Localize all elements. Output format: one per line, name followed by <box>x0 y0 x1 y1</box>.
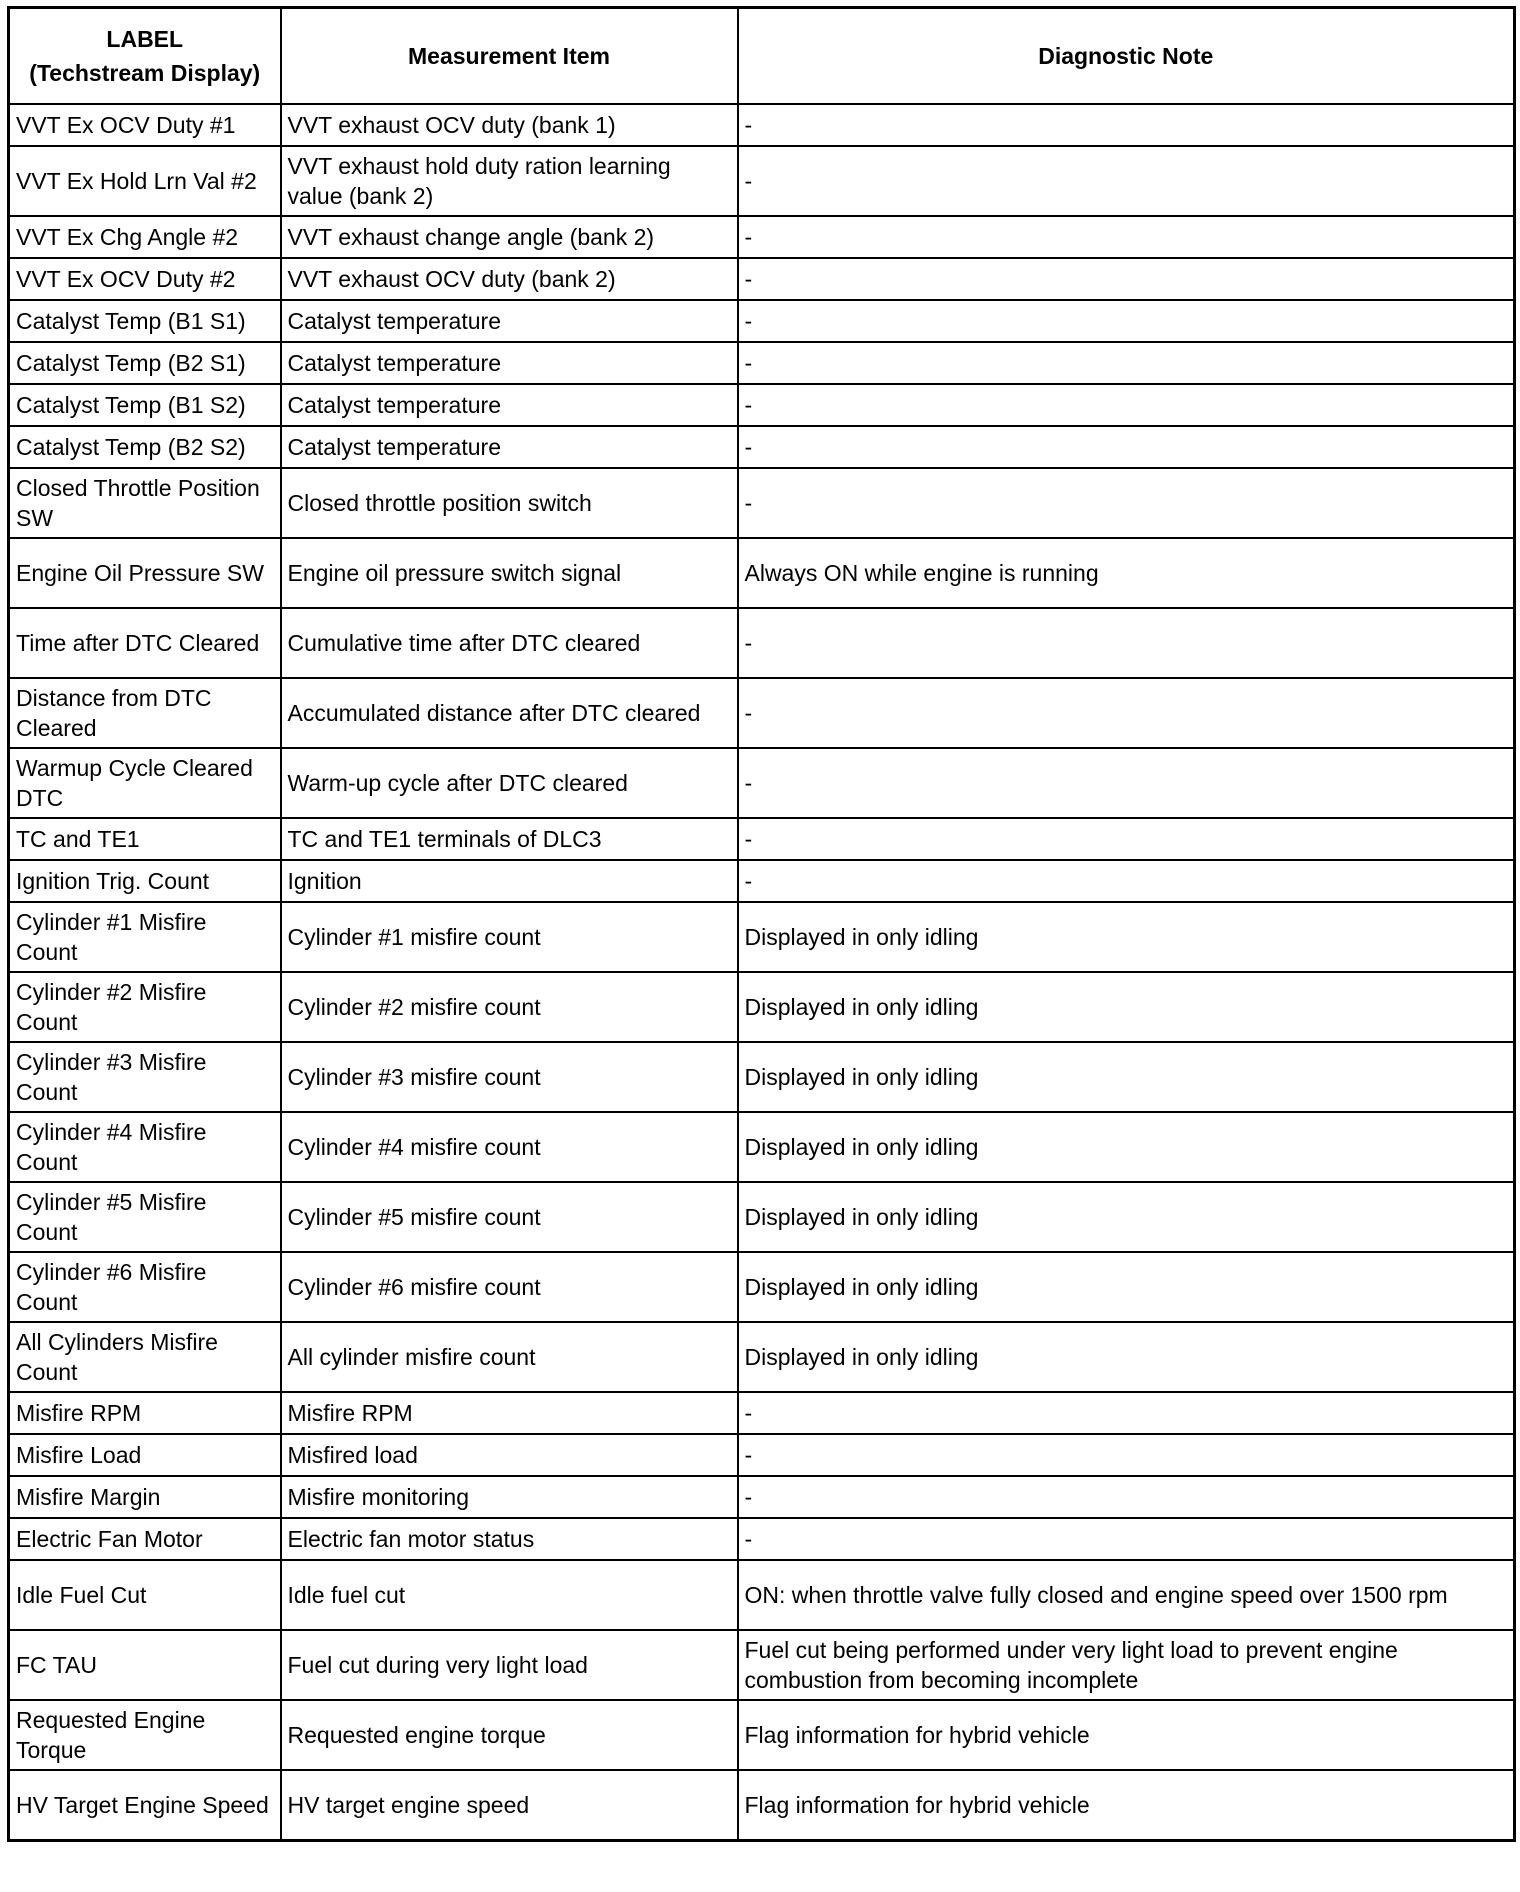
cell-measurement-item: Cumulative time after DTC cleared <box>281 608 738 678</box>
cell-label: Catalyst Temp (B2 S1) <box>9 342 281 384</box>
cell-measurement-item: Cylinder #3 misfire count <box>281 1042 738 1112</box>
table-row <box>9 860 1515 902</box>
cell-measurement-item: Accumulated distance after DTC cleared <box>281 678 738 748</box>
cell-diagnostic-note: Always ON while engine is running <box>738 538 1515 608</box>
cell-measurement-item: Misfired load <box>281 1434 738 1476</box>
cell-diagnostic-note: Displayed in only idling <box>738 1112 1515 1182</box>
cell-label: Electric Fan Motor <box>9 1518 281 1560</box>
table-header <box>9 8 1515 105</box>
table-row <box>9 384 1515 426</box>
cell-measurement-item: Ignition <box>281 860 738 902</box>
cell-measurement-item: VVT exhaust OCV duty (bank 2) <box>281 258 738 300</box>
cell-label: Cylinder #2 Misfire Count <box>9 972 281 1042</box>
cell-label: Cylinder #3 Misfire Count <box>9 1042 281 1112</box>
cell-measurement-item: Fuel cut during very light load <box>281 1630 738 1700</box>
cell-label: VVT Ex OCV Duty #2 <box>9 258 281 300</box>
table-row <box>9 1560 1515 1630</box>
cell-measurement-item: VVT exhaust OCV duty (bank 1) <box>281 104 738 146</box>
cell-diagnostic-note: - <box>738 300 1515 342</box>
cell-diagnostic-note: - <box>738 384 1515 426</box>
cell-measurement-item: Electric fan motor status <box>281 1518 738 1560</box>
cell-label: All Cylinders Misfire Count <box>9 1322 281 1392</box>
header-diagnostic-note: Diagnostic Note <box>738 8 1515 105</box>
table-row <box>9 1042 1515 1112</box>
cell-diagnostic-note: Fuel cut being performed under very light load to prevent engine combustion from becoming incomplete <box>738 1630 1515 1700</box>
table-row <box>9 146 1515 216</box>
cell-measurement-item: Misfire monitoring <box>281 1476 738 1518</box>
table-row <box>9 678 1515 748</box>
table-row <box>9 1182 1515 1252</box>
table-row <box>9 748 1515 818</box>
cell-measurement-item: Cylinder #4 misfire count <box>281 1112 738 1182</box>
table-row <box>9 1630 1515 1700</box>
cell-measurement-item: Catalyst temperature <box>281 384 738 426</box>
cell-measurement-item: Cylinder #6 misfire count <box>281 1252 738 1322</box>
cell-measurement-item: Catalyst temperature <box>281 300 738 342</box>
cell-diagnostic-note: Flag information for hybrid vehicle <box>738 1700 1515 1770</box>
cell-label: Catalyst Temp (B1 S1) <box>9 300 281 342</box>
table-row <box>9 1252 1515 1322</box>
cell-measurement-item: Catalyst temperature <box>281 342 738 384</box>
table-row <box>9 1518 1515 1560</box>
table-row <box>9 468 1515 538</box>
cell-measurement-item: Engine oil pressure switch signal <box>281 538 738 608</box>
cell-diagnostic-note: - <box>738 146 1515 216</box>
table-row <box>9 104 1515 146</box>
cell-diagnostic-note: - <box>738 216 1515 258</box>
table-row <box>9 1700 1515 1770</box>
cell-label: VVT Ex Hold Lrn Val #2 <box>9 146 281 216</box>
table-row <box>9 608 1515 678</box>
cell-label: Time after DTC Cleared <box>9 608 281 678</box>
cell-diagnostic-note: - <box>738 818 1515 860</box>
cell-measurement-item: VVT exhaust hold duty ration learning value (bank 2) <box>281 146 738 216</box>
cell-label: Cylinder #1 Misfire Count <box>9 902 281 972</box>
cell-label: Distance from DTC Cleared <box>9 678 281 748</box>
cell-diagnostic-note: - <box>738 258 1515 300</box>
header-measurement-item: Measurement Item <box>281 8 738 105</box>
table-row <box>9 426 1515 468</box>
cell-diagnostic-note: ON: when throttle valve fully closed and engine speed over 1500 rpm <box>738 1560 1515 1630</box>
cell-label: Misfire Load <box>9 1434 281 1476</box>
cell-measurement-item: VVT exhaust change angle (bank 2) <box>281 216 738 258</box>
cell-diagnostic-note: Displayed in only idling <box>738 1042 1515 1112</box>
cell-label: Cylinder #4 Misfire Count <box>9 1112 281 1182</box>
header-label <box>9 8 281 105</box>
cell-diagnostic-note: - <box>738 1434 1515 1476</box>
table-row <box>9 1770 1515 1841</box>
cell-label: TC and TE1 <box>9 818 281 860</box>
cell-label: Misfire RPM <box>9 1392 281 1434</box>
cell-label: VVT Ex Chg Angle #2 <box>9 216 281 258</box>
cell-label: Catalyst Temp (B1 S2) <box>9 384 281 426</box>
cell-diagnostic-note: - <box>738 678 1515 748</box>
cell-measurement-item: Misfire RPM <box>281 1392 738 1434</box>
table-row <box>9 818 1515 860</box>
cell-diagnostic-note: - <box>738 860 1515 902</box>
table-row <box>9 972 1515 1042</box>
cell-label: Misfire Margin <box>9 1476 281 1518</box>
table-row <box>9 1322 1515 1392</box>
cell-label: Requested Engine Torque <box>9 1700 281 1770</box>
cell-label: FC TAU <box>9 1630 281 1700</box>
table-row <box>9 1112 1515 1182</box>
cell-label: Closed Throttle Position SW <box>9 468 281 538</box>
cell-diagnostic-note: - <box>738 1476 1515 1518</box>
table-row <box>9 538 1515 608</box>
header-label-line1: LABEL <box>106 26 184 52</box>
cell-diagnostic-note: Displayed in only idling <box>738 972 1515 1042</box>
cell-label: Catalyst Temp (B2 S2) <box>9 426 281 468</box>
cell-measurement-item: Cylinder #2 misfire count <box>281 972 738 1042</box>
header-row <box>9 8 1515 105</box>
cell-diagnostic-note: - <box>738 1518 1515 1560</box>
cell-measurement-item: HV target engine speed <box>281 1770 738 1841</box>
cell-diagnostic-note: - <box>738 104 1515 146</box>
cell-label: Cylinder #5 Misfire Count <box>9 1182 281 1252</box>
cell-diagnostic-note: - <box>738 608 1515 678</box>
cell-diagnostic-note: - <box>738 748 1515 818</box>
cell-label: Warmup Cycle Cleared DTC <box>9 748 281 818</box>
cell-diagnostic-note: Flag information for hybrid vehicle <box>738 1770 1515 1841</box>
cell-label: HV Target Engine Speed <box>9 1770 281 1841</box>
table-body <box>9 104 1515 1841</box>
cell-label: VVT Ex OCV Duty #1 <box>9 104 281 146</box>
table-row <box>9 902 1515 972</box>
cell-diagnostic-note: - <box>738 1392 1515 1434</box>
cell-measurement-item: Requested engine torque <box>281 1700 738 1770</box>
table-row <box>9 216 1515 258</box>
cell-measurement-item: Idle fuel cut <box>281 1560 738 1630</box>
table-row <box>9 258 1515 300</box>
cell-diagnostic-note: - <box>738 426 1515 468</box>
cell-diagnostic-note: Displayed in only idling <box>738 1322 1515 1392</box>
cell-measurement-item: Cylinder #1 misfire count <box>281 902 738 972</box>
cell-measurement-item: Catalyst temperature <box>281 426 738 468</box>
table-row <box>9 300 1515 342</box>
cell-diagnostic-note: Displayed in only idling <box>738 1182 1515 1252</box>
table-wrapper <box>7 6 1513 1842</box>
cell-measurement-item: TC and TE1 terminals of DLC3 <box>281 818 738 860</box>
cell-label: Idle Fuel Cut <box>9 1560 281 1630</box>
table-row <box>9 1434 1515 1476</box>
header-label-line2: (Techstream Display) <box>29 60 261 86</box>
cell-label: Cylinder #6 Misfire Count <box>9 1252 281 1322</box>
data-list-table <box>7 6 1516 1842</box>
cell-measurement-item: Warm-up cycle after DTC cleared <box>281 748 738 818</box>
cell-label: Engine Oil Pressure SW <box>9 538 281 608</box>
table-row <box>9 1476 1515 1518</box>
cell-diagnostic-note: Displayed in only idling <box>738 1252 1515 1322</box>
cell-measurement-item: Closed throttle position switch <box>281 468 738 538</box>
table-row <box>9 1392 1515 1434</box>
cell-measurement-item: All cylinder misfire count <box>281 1322 738 1392</box>
cell-measurement-item: Cylinder #5 misfire count <box>281 1182 738 1252</box>
cell-diagnostic-note: Displayed in only idling <box>738 902 1515 972</box>
cell-diagnostic-note: - <box>738 468 1515 538</box>
cell-diagnostic-note: - <box>738 342 1515 384</box>
table-row <box>9 342 1515 384</box>
cell-label: Ignition Trig. Count <box>9 860 281 902</box>
